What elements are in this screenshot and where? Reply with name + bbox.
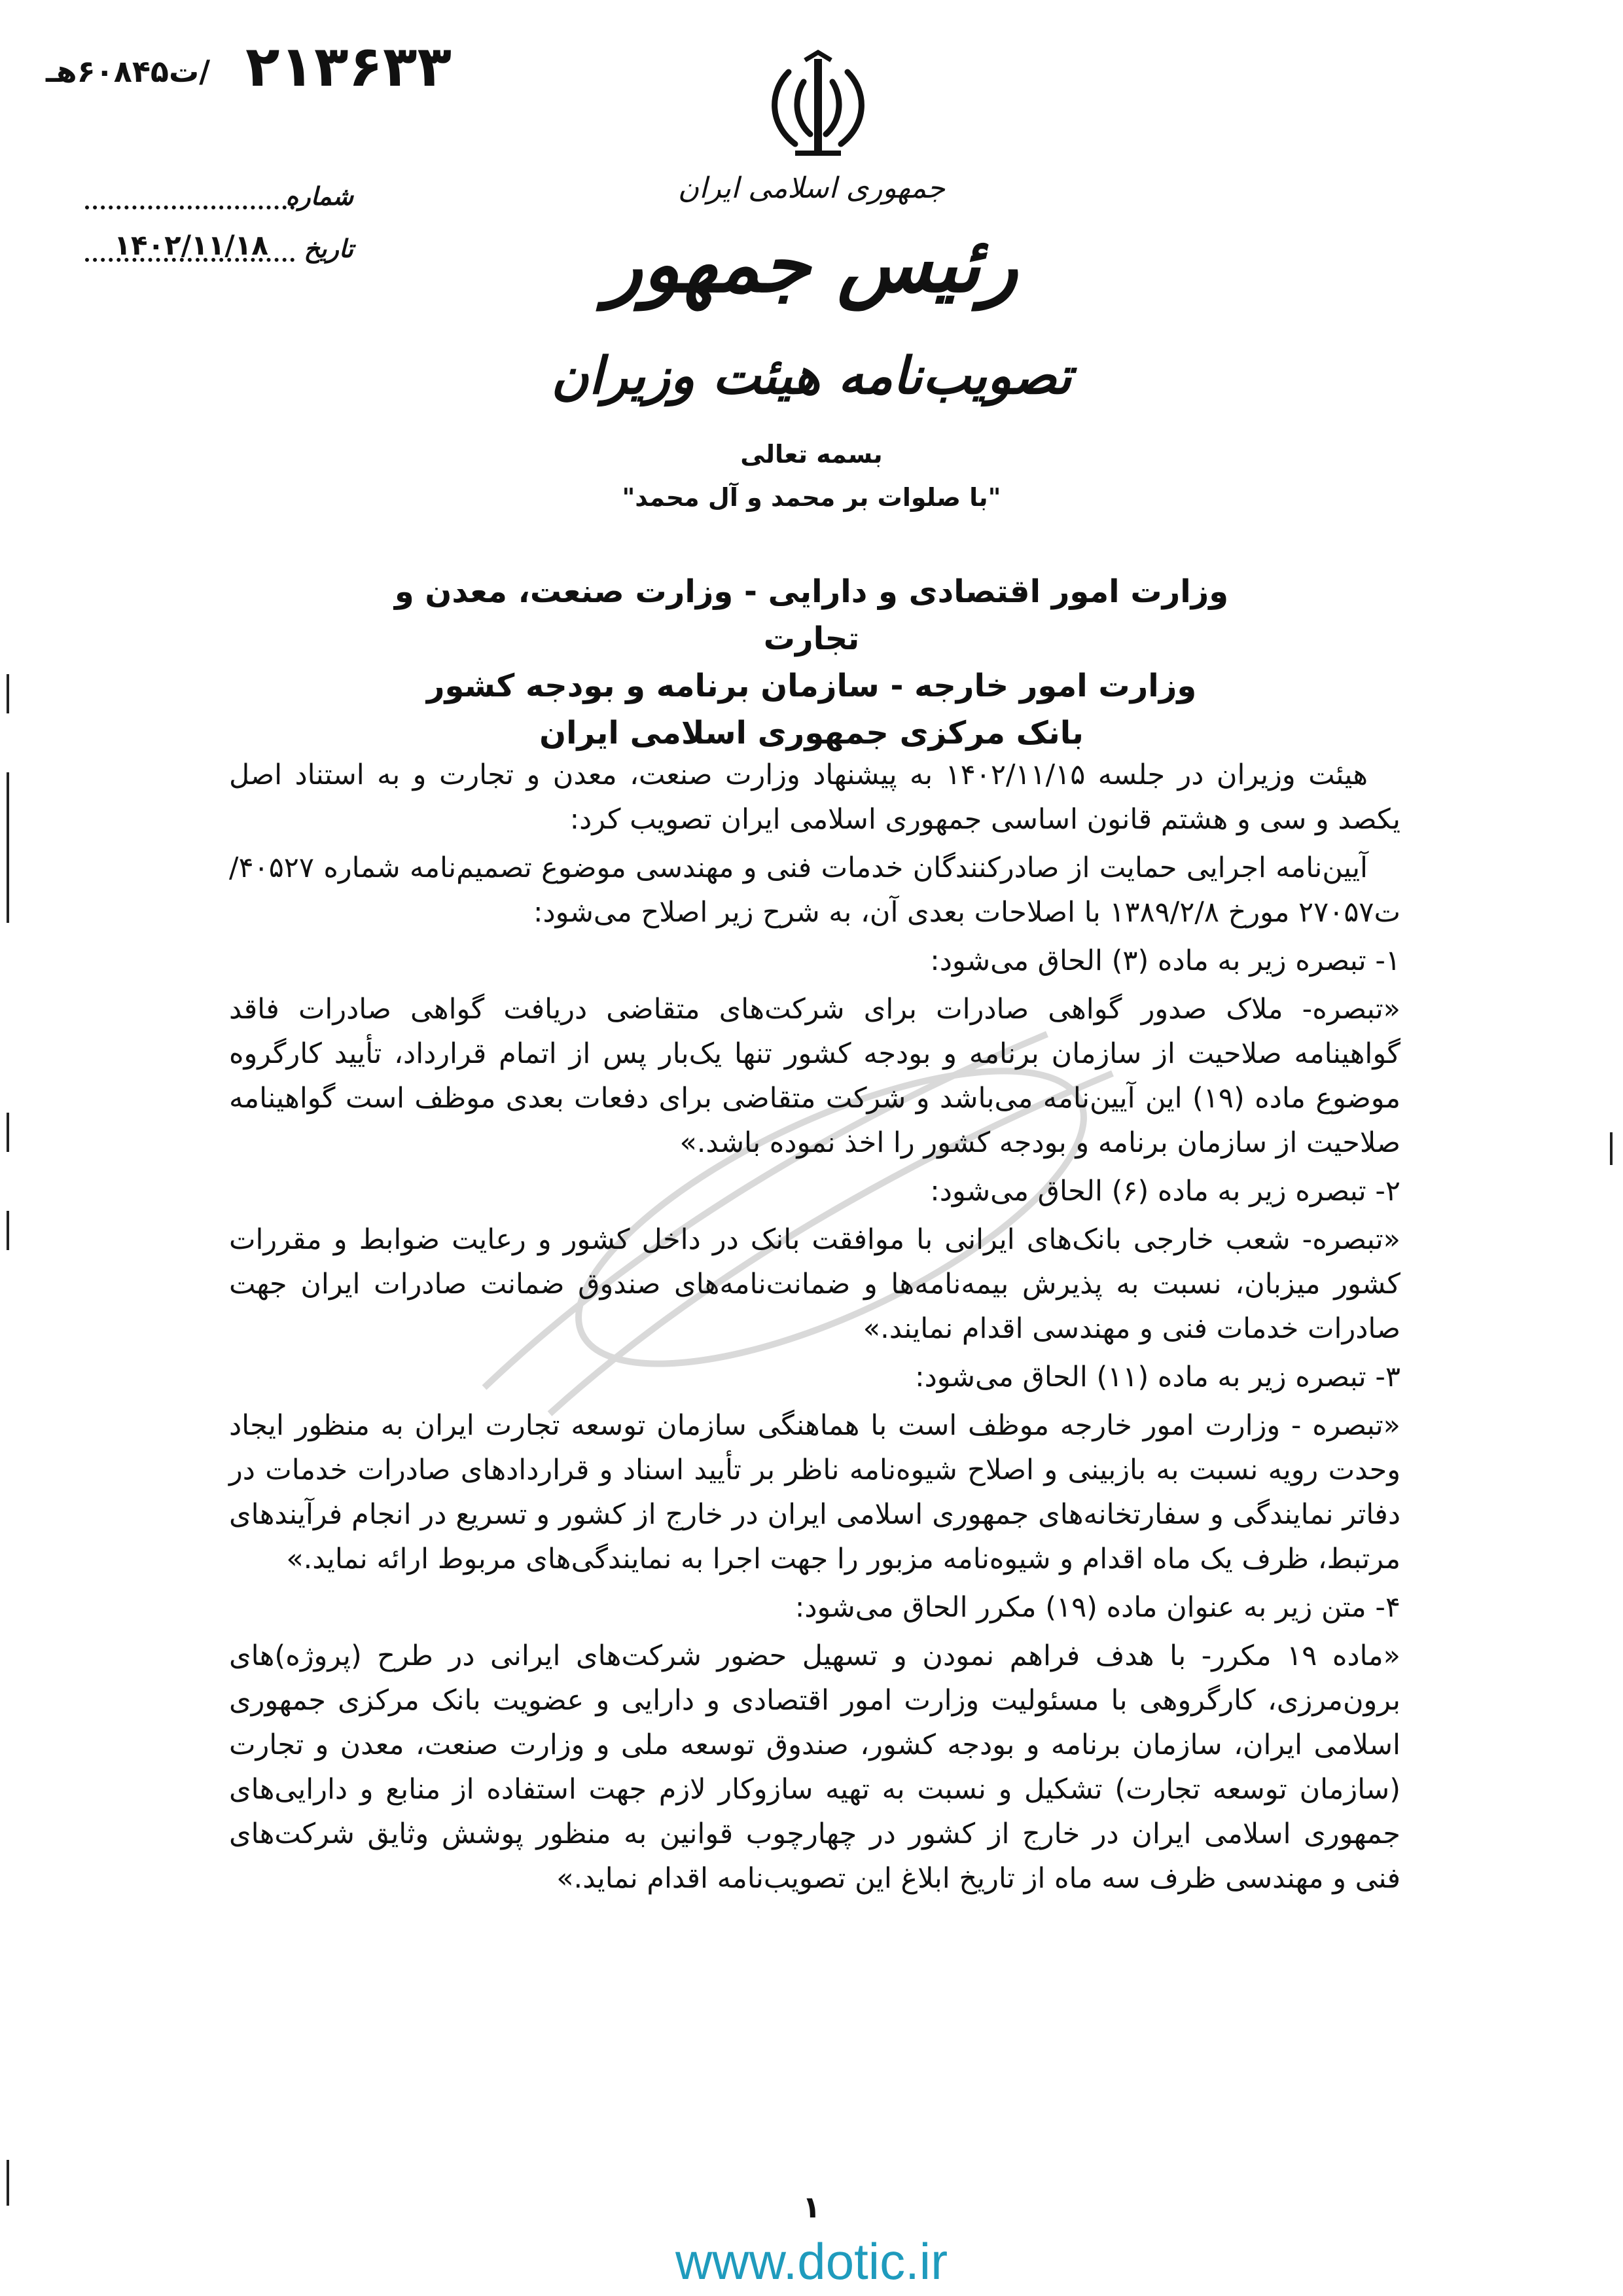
intro-paragraph: هیئت وزیران در جلسه ۱۴۰۲/۱۱/۱۵ به پیشنهاد وزارت صنعت، معدن و تجارت و به استناد اصل یکصد و سی و هشتم قانون اساسی جمهوری اسلامی ایران تصویب کرد:	[229, 759, 1400, 836]
registration-code: /ت۶۰۸۴۵هـ	[46, 54, 211, 89]
item-heading: ۱- تبصره زیر به ماده (۳) الحاق می‌شود:	[930, 944, 1400, 977]
date-value: ۱۴۰۲/۱۱/۱۸	[114, 229, 268, 261]
item-heading: ۴- متن زیر به عنوان ماده (۱۹) مکرر الحاق می‌شود:	[794, 1591, 1400, 1624]
recipient-line: وزارت امور اقتصادی و دارایی - وزارت صنعت، معدن و تجارت	[394, 573, 1229, 657]
item-text: «ماده ۱۹ مکرر- با هدف فراهم نمودن و تسهیل حضور شرکت‌های ایرانی در طرح (پروژه)های برون‌مرزی، کارگروهی با مسئولیت وزارت امور اقتصادی و دارایی و عضویت بانک مرکزی جمهوری اسلامی ایران، سازمان برنامه و بودجه کشور، صندوق توسعه ملی و وزارت صنعت، معدن و تجارت (سازمان توسعه تجارت) تشکیل و نسبت به تهیه سازوکار لازم جهت استفاده از منابع و دارایی‌های جمهوری اسلامی ایران در خارج از کشور در چهارچوب قوانین به منظور پوشش وثایق شرکت‌های فنی و مهندسی ظرف سه ماه از تاریخ ابلاغ این تصویب‌نامه اقدام نماید.»	[229, 1640, 1400, 1895]
item-heading: ۲- تبصره زیر به ماده (۶) الحاق می‌شود:	[930, 1175, 1400, 1208]
resolution-title: تصویب‌نامه هیئت وزیران	[551, 347, 1072, 406]
item-text: «تبصره- شعب خارجی بانک‌های ایرانی با موافقت بانک در داخل کشور و رعایت ضوابط و مقررات کشور میزبان، نسبت به پذیرش بیمه‌نامه‌ها و ضمانت‌نامه‌های صندوق ضمانت صادرات ایران جهت صادرات خدمات فنی و مهندسی اقدام نمایند.»	[229, 1223, 1400, 1345]
date-row	[46, 229, 353, 287]
republic-title: جمهوری اسلامی ایران	[677, 171, 946, 205]
scan-mark	[1610, 1132, 1613, 1165]
registration-block	[46, 34, 452, 106]
date-label: تاریخ	[304, 234, 353, 263]
scan-mark	[7, 772, 9, 923]
number-label: شماره	[285, 182, 353, 211]
scan-mark	[7, 674, 9, 713]
bismillah: بسمه تعالی	[740, 440, 883, 469]
president-title: رئیس جمهور	[605, 219, 1018, 310]
scan-mark	[7, 2160, 9, 2206]
resolution-body	[229, 753, 1400, 1905]
website-link[interactable]: www.dotic.ir	[675, 2233, 948, 2290]
number-dotted-line	[85, 206, 294, 209]
recipient-line: بانک مرکزی جمهوری اسلامی ایران	[539, 715, 1084, 751]
item-text: «تبصره- ملاک صدور گواهی صادرات برای شرکت‌های متقاضی دریافت گواهی صادرات فاقد گواهینامه صلاحیت از سازمان برنامه و بودجه کشور تنها یک‌بار پس از اتمام قرارداد، تأیید کارگروه موضوع ماده (۱۹) این آیین‌نامه می‌باشد و شرکت متقاضی برای دفعات بعدی موظف است گواهینامه صلاحیت از سازمان برنامه و بودجه کشور را اخذ نموده باشد.»	[229, 993, 1400, 1159]
number-row	[46, 182, 353, 234]
document-meta	[46, 182, 353, 287]
salawat: "با صلوات بر محمد و آل محمد"	[622, 483, 1001, 512]
recipient-line: وزارت امور خارجه - سازمان برنامه و بودجه کشور	[426, 668, 1197, 704]
registration-serial: ۲۱۳۶۳۳	[245, 34, 452, 99]
item-text: «تبصره - وزارت امور خارجه موظف است با هماهنگی سازمان توسعه تجارت ایران به منظور ایجاد وحدت رویه نسبت به بازبینی و اصلاح شیوه‌نامه ناظر بر تأیید اسناد و قراردادهای صادرات خدمات در دفاتر نمایندگی و سفارتخانه‌های جمهوری اسلامی ایران در خارج از کشور و تسریع در انجام فرآیندهای مرتبط، ظرف یک ماه اقدام و شیوه‌نامه مزبور را جهت اجرا به نمایندگی‌های مربوط ارائه نماید.»	[229, 1409, 1400, 1575]
scope-paragraph: آیین‌نامه اجرایی حمایت از صادرکنندگان خدمات فنی و مهندسی موضوع تصمیم‌نامه شماره ۴۰۵۲۷/ت۲۷۰۵۷ مورخ ۱۳۸۹/۲/۸ با اصلاحات بعدی آن، به شرح زیر اصلاح می‌شود:	[229, 852, 1400, 929]
scan-mark	[7, 1113, 9, 1152]
recipients	[366, 568, 1257, 757]
page-number: ۱	[802, 2189, 821, 2225]
scan-mark	[7, 1211, 9, 1250]
item-heading: ۳- تبصره زیر به ماده (۱۱) الحاق می‌شود:	[915, 1361, 1400, 1393]
emblem-icon	[759, 46, 877, 164]
